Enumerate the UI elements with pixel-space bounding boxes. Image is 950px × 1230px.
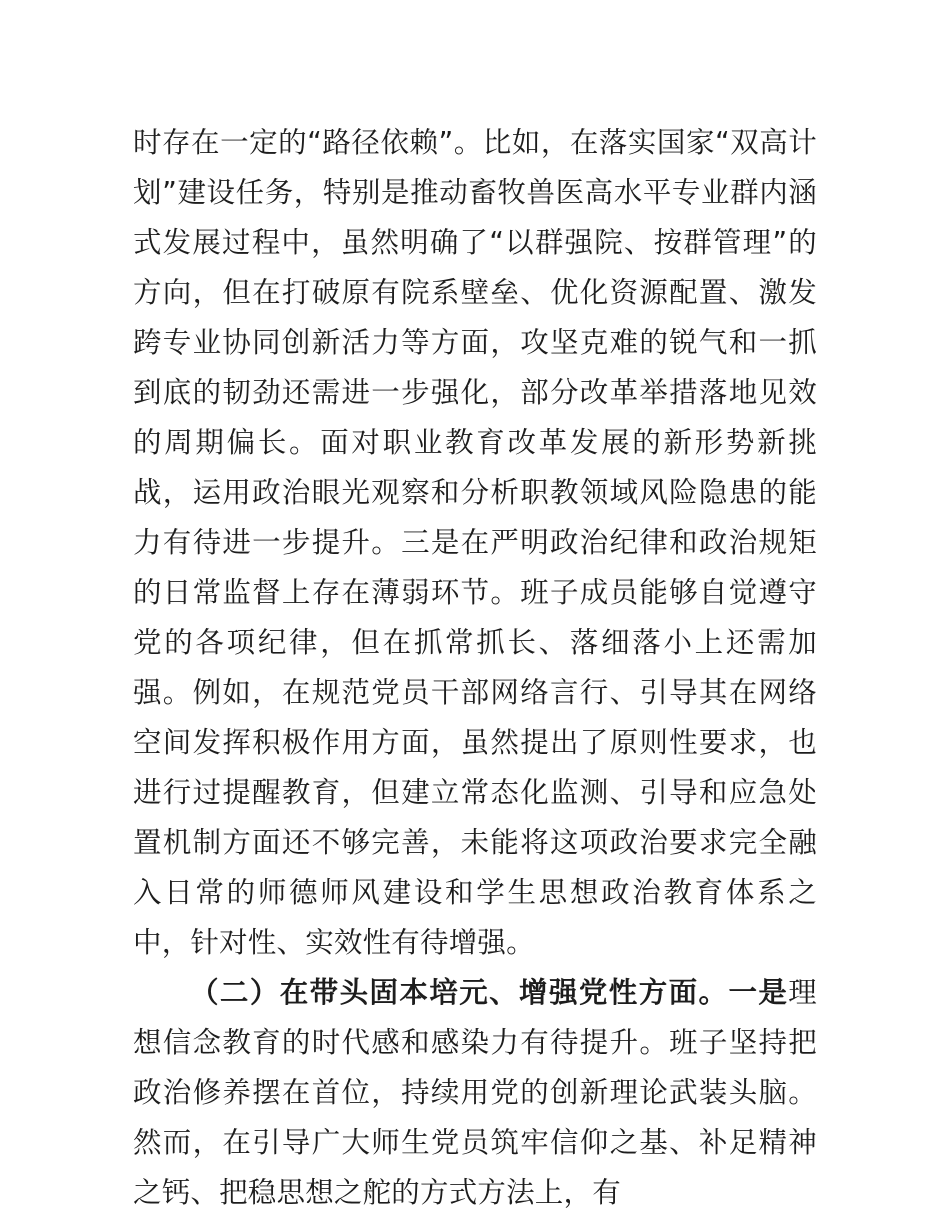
paragraph-1-run-1: 时存在一定的“路径依赖”。比如，在落实国家“双高计划”建设任务，特别是推动畜牧兽医高水平专业群内涵式发展过程中，虽然明确了“以群强院、按群管理”的方向，但在打破原有院系壁垒、优化资源配置、激发跨专业协同创新活力等方面，攻坚克难的锐气和一抓到底的韧劲还需进一步强化，部分改革举措落地见效的周期偏长。面对职业教育改革发展的新形势新挑战，运用政治眼光观察和分析职教领域风险隐患的能力有待进一步提升。三是在严明政治纪律和政治规矩的日常监督上存在薄弱环节。班子成员能够自觉遵守党的各项纪律，但在抓常抓长、落细落小上还需加强。例如，在规范党员干部网络言行、引导其在网络空间发挥积极作用方面，虽然提出了原则性要求，也进行过提醒教育，但建立常态化监测、引导和应急处置机制方面还不够完善，未能将这项政治要求完全融入日常的师德师风建设和学生思想政治教育体系之中，针对性、实效性有待增强。 [133,126,817,959]
document-body [133,118,817,1218]
paragraph-continued [133,118,817,968]
paragraph-2-body-run: 理想信念教育的时代感和感染力有待提升。班子坚持把政治修养摆在首位，持续用党的创新理论武装头脑。然而，在引导广大师生党员筑牢信仰之基、补足精神之钙、把稳思想之舵的方式方法上，有 [133,976,817,1209]
section-heading-run: （二）在带头固本培元、增强党性方面。一是 [190,976,789,1009]
paragraph-section-two [133,968,817,1218]
